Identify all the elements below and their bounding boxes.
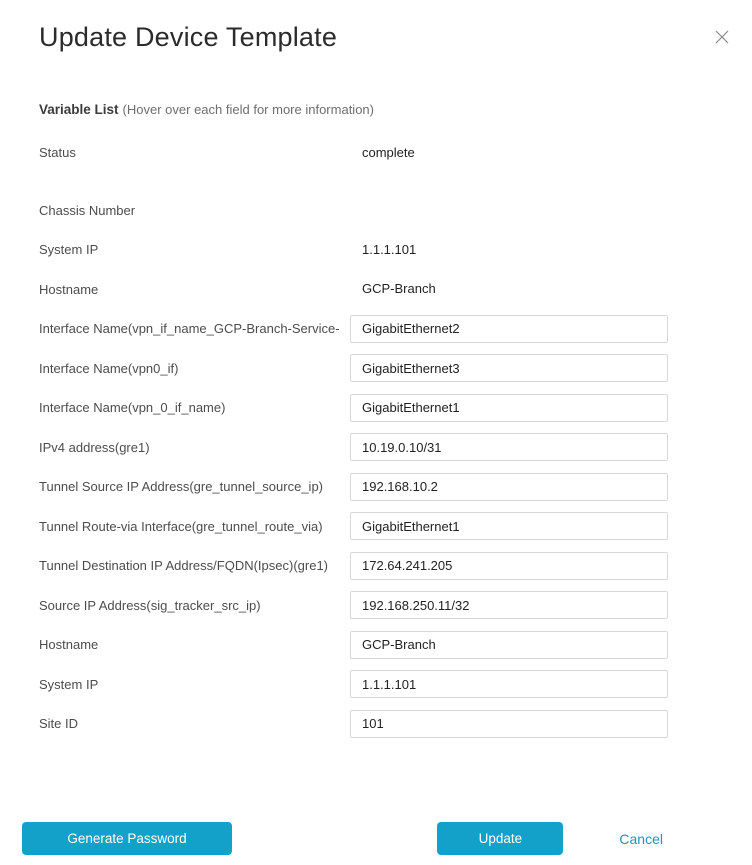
form-row [39,230,668,270]
form-row [39,625,668,665]
field-label-vpn-0-if-name: Interface Name(vpn_0_if_name) [39,400,226,416]
field-value-cell [350,591,668,619]
field-input-tunnel-dest-ip[interactable] [350,552,668,580]
variable-rows [39,133,668,744]
field-input-hostname-2[interactable] [350,631,668,659]
field-value-hostname: GCP-Branch [362,281,436,297]
field-input-ipv4-gre1[interactable] [350,433,668,461]
field-value-cell [350,552,668,580]
form-row [39,428,668,468]
field-label-status: Status [39,145,76,161]
field-label-system-ip-2: System IP [39,676,99,692]
field-label-ipv4-gre1: IPv4 address(gre1) [39,439,150,455]
field-input-tunnel-route-via[interactable] [350,512,668,540]
field-value-cell [350,512,668,540]
form-row [39,133,668,173]
form-row [39,546,668,586]
field-value-cell [350,144,668,162]
dialog-footer [0,822,752,855]
form-row [39,191,668,231]
form-row [39,467,668,507]
cancel-link[interactable]: Cancel [619,830,663,847]
form-row [39,349,668,389]
field-value-cell [350,394,668,422]
generate-password-button[interactable]: Generate Password [22,822,232,855]
form-row [39,309,668,349]
form-row [39,665,668,705]
field-value-cell [350,201,668,219]
field-value-system-ip: 1.1.1.101 [362,241,417,257]
field-input-site-id[interactable] [350,710,668,738]
field-value-cell [350,315,668,343]
field-label-hostname-2: Hostname [39,637,99,653]
field-value-cell [350,670,668,698]
form-row [39,270,668,310]
field-input-vpn-0-if-name[interactable] [350,394,668,422]
field-input-vpn0-if[interactable] [350,354,668,382]
field-label-hostname: Hostname [39,281,99,297]
field-label-vpn0-if: Interface Name(vpn0_if) [39,360,179,376]
variable-list-hint: (Hover over each field for more information) [122,102,374,117]
variable-list-heading: Variable List [39,102,119,117]
field-label-sig-tracker-src-ip: Source IP Address(sig_tracker_src_ip) [39,597,261,613]
field-input-system-ip-2[interactable] [350,670,668,698]
field-label-tunnel-route-via: Tunnel Route-via Interface(gre_tunnel_route_via) [39,518,323,534]
field-input-sig-tracker-src-ip[interactable] [350,591,668,619]
form-row [39,704,668,744]
field-value-cell [350,241,668,259]
field-label-vpn-if-name-gcp: Interface Name(vpn_if_name_GCP-Branch-Service- [39,321,340,337]
field-value-cell [350,631,668,659]
field-value-cell [350,473,668,501]
dialog-title: Update Device Template [39,22,338,52]
update-button[interactable]: Update [437,822,563,855]
variable-list-header [39,102,752,117]
field-value-cell [350,433,668,461]
field-label-system-ip: System IP [39,242,99,258]
form-row [39,586,668,626]
field-label-tunnel-dest-ip: Tunnel Destination IP Address/FQDN(Ipsec)(gre1) [39,558,329,574]
field-input-vpn-if-name-gcp[interactable] [350,315,668,343]
field-label-tunnel-source-ip: Tunnel Source IP Address(gre_tunnel_source_ip) [39,479,324,495]
close-icon[interactable] [714,27,734,47]
field-value-status: complete [362,144,415,160]
update-device-template-dialog [0,22,752,865]
field-input-tunnel-source-ip[interactable] [350,473,668,501]
form-row [39,388,668,428]
field-value-cell [350,710,668,738]
field-value-cell [350,280,668,298]
field-label-chassis-number: Chassis Number [39,202,136,218]
field-label-site-id: Site ID [39,716,79,732]
form-row [39,507,668,547]
field-value-cell [350,354,668,382]
